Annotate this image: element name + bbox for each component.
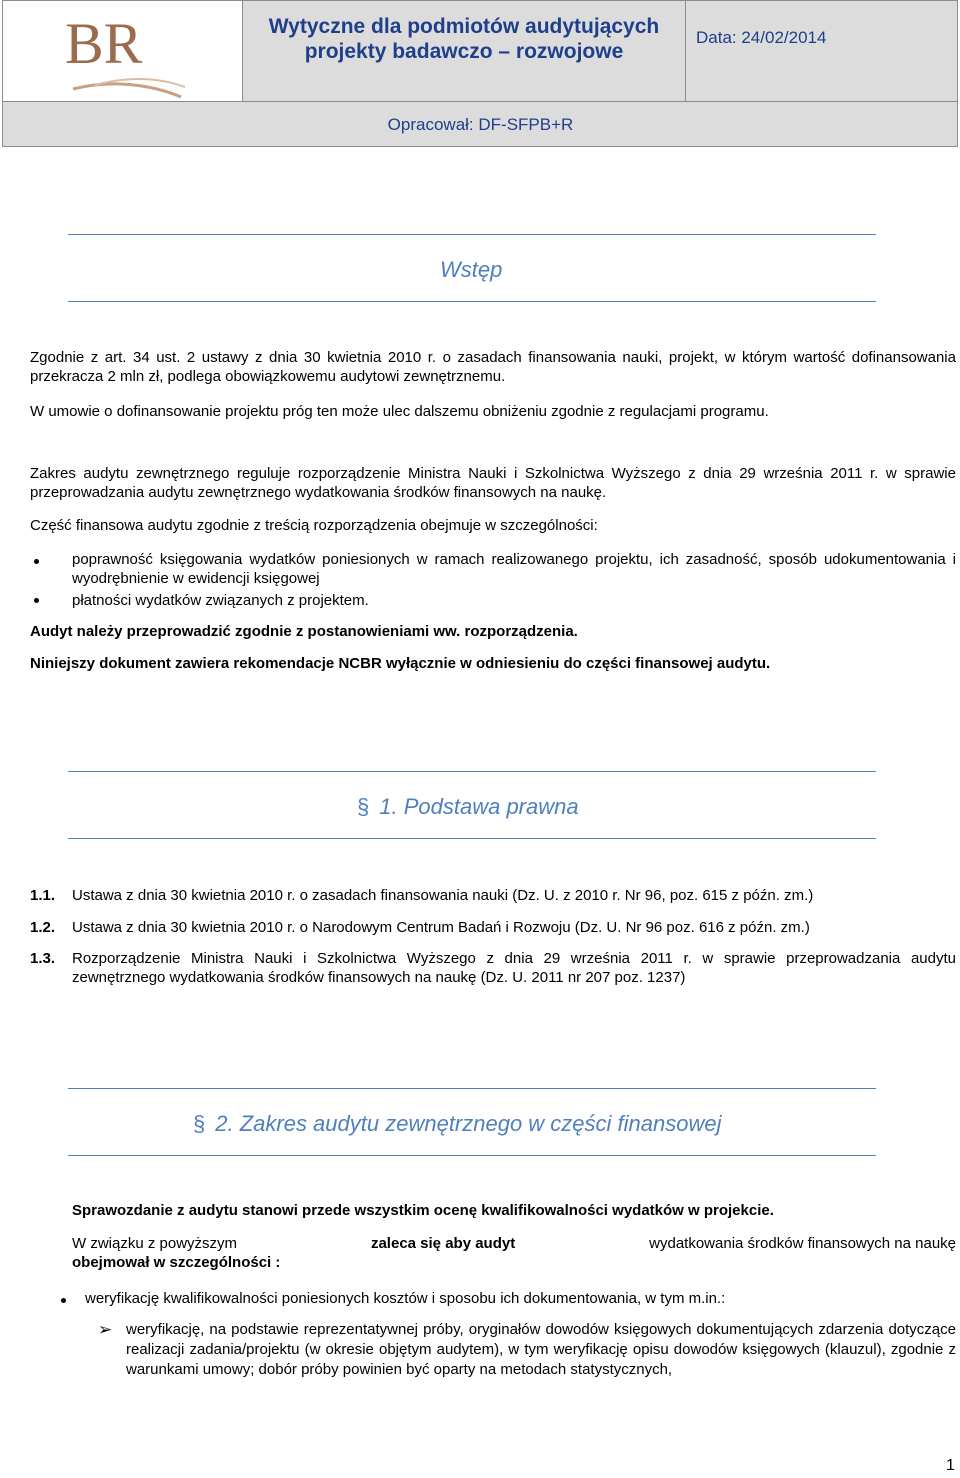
list-item-number: 1.3. (30, 950, 56, 967)
paragraph-mark-icon: § (193, 1111, 206, 1136)
logo-cell (3, 1, 243, 102)
bullet-icon (34, 559, 39, 564)
section-rule-top (68, 1088, 876, 1089)
section-rule-bottom (68, 1155, 876, 1156)
section-1-heading (357, 794, 579, 820)
section-rule-bottom (68, 838, 876, 839)
document-date: Data: 24/02/2014 (696, 28, 827, 47)
list-item-text: Ustawa z dnia 30 kwietnia 2010 r. o Narodowym Centrum Badań i Rozwoju (Dz. U. Nr 96 poz. 616 z późn. zm.) (72, 919, 810, 936)
section-rule-bottom (68, 301, 876, 302)
p2-part-a: W związku z powyższym (72, 1235, 238, 1252)
title-cell (243, 1, 686, 102)
list-item-text: Rozporządzenie Ministra Nauki i Szkolnictwa Wyższego z dnia 29 września 2011 r. w sprawie przeprowadzania audytu zewnętrznego wydatkowania środków finansowych na naukę (Dz. U. 2011 nr 207 poz. 1237) (72, 950, 956, 986)
section-rule-top (68, 771, 876, 772)
intro-bold-2: Niniejszy dokument zawiera rekomendacje NCBR wyłącznie w odniesieniu do części finansowej audytu. (30, 655, 771, 672)
prepared-by: Opracował: DF-SFPB+R (387, 115, 574, 134)
paragraph-mark-icon: § (357, 794, 370, 819)
section-2-title: 2. Zakres audytu zewnętrznego w części finansowej (215, 1111, 722, 1136)
section-2-paragraph-1: Sprawozdanie z audytu stanowi przede wszystkim ocenę kwalifikowalności wydatków w projekcie. (72, 1202, 774, 1219)
intro-paragraph-1: Zgodnie z art. 34 ust. 2 ustawy z dnia 30 kwietnia 2010 r. o zasadach finansowania nauki, projekt, w którym wartość dofinansowania przekracza 2 mln zł, podlega obowiązkowemu audytowi zewnętrznemu. (30, 349, 956, 385)
document-header (2, 0, 958, 147)
intro-bullet-1: poprawność księgowania wydatków poniesionych w ramach realizowanego projektu, ich zasadność, sposób udokumentowania i wyodrębnienie w ewidencji księgowej (72, 551, 956, 587)
section-2-bullet: weryfikację kwalifikowalności poniesionych kosztów i sposobu ich dokumentowania, w tym m.in.: (85, 1290, 726, 1307)
intro-paragraph-3: Zakres audytu zewnętrznego reguluje rozporządzenie Ministra Nauki i Szkolnictwa Wyższego z dnia 29 września 2011 r. w sprawie przeprowadzania audytu zewnętrznego wydatkowania środków finansowych na naukę. (30, 465, 956, 501)
section-1-title: 1. Podstawa prawna (379, 794, 579, 819)
section-2-subitem: weryfikację, na podstawie reprezentatywnej próby, oryginałów dowodów księgowych dokumentujących zdarzenia dotyczące realizacji zadania/projektu (w okresie objętym audytem), w tym weryfikację opisu dowodów księgowych (klauzul), zgodnie z warunkami umowy; dobór próby powinien być oparty na metodach statystycznych, (126, 1321, 956, 1378)
intro-paragraph-4: Część finansowa audytu zgodnie z treścią rozporządzenia obejmuje w szczególności: (30, 517, 598, 534)
arrow-bullet-icon: ➢ (98, 1320, 113, 1339)
date-cell (686, 1, 958, 102)
intro-bullet-2: płatności wydatków związanych z projektem. (72, 592, 369, 609)
bullet-icon (34, 598, 39, 603)
list-item-number: 1.1. (30, 887, 56, 904)
document-title: Wytyczne dla podmiotów audytujących projekty badawczo – rozwojowe (268, 15, 660, 63)
intro-paragraph-2: W umowie o dofinansowanie projektu próg ten może ulec dalszemu obniżeniu zgodnie z regulacjami programu. (30, 403, 769, 420)
prepared-by-cell (3, 102, 958, 147)
list-item-text: Ustawa z dnia 30 kwietnia 2010 r. o zasadach finansowania nauki (Dz. U. z 2010 r. Nr 96, poz. 615 z późn. zm.) (72, 887, 814, 904)
p2-part-c: wydatkowania środków finansowych na naukę (649, 1235, 956, 1252)
intro-title: Wstęp (440, 257, 503, 282)
list-item-number: 1.2. (30, 919, 56, 936)
intro-bold-1: Audyt należy przeprowadzić zgodnie z postanowieniami ww. rozporządzenia. (30, 623, 578, 640)
p2-part-b: zaleca się aby audyt (370, 1235, 516, 1252)
bullet-icon (61, 1298, 66, 1303)
section-rule-top (68, 234, 876, 235)
p2-part-d: obejmował w szczególności : (72, 1254, 281, 1271)
logo-text: BR (65, 11, 143, 76)
br-logo (3, 1, 203, 101)
page-number: 1 (946, 1457, 955, 1474)
section-2-paragraph-2 (72, 1234, 956, 1272)
section-2-heading (193, 1111, 722, 1137)
